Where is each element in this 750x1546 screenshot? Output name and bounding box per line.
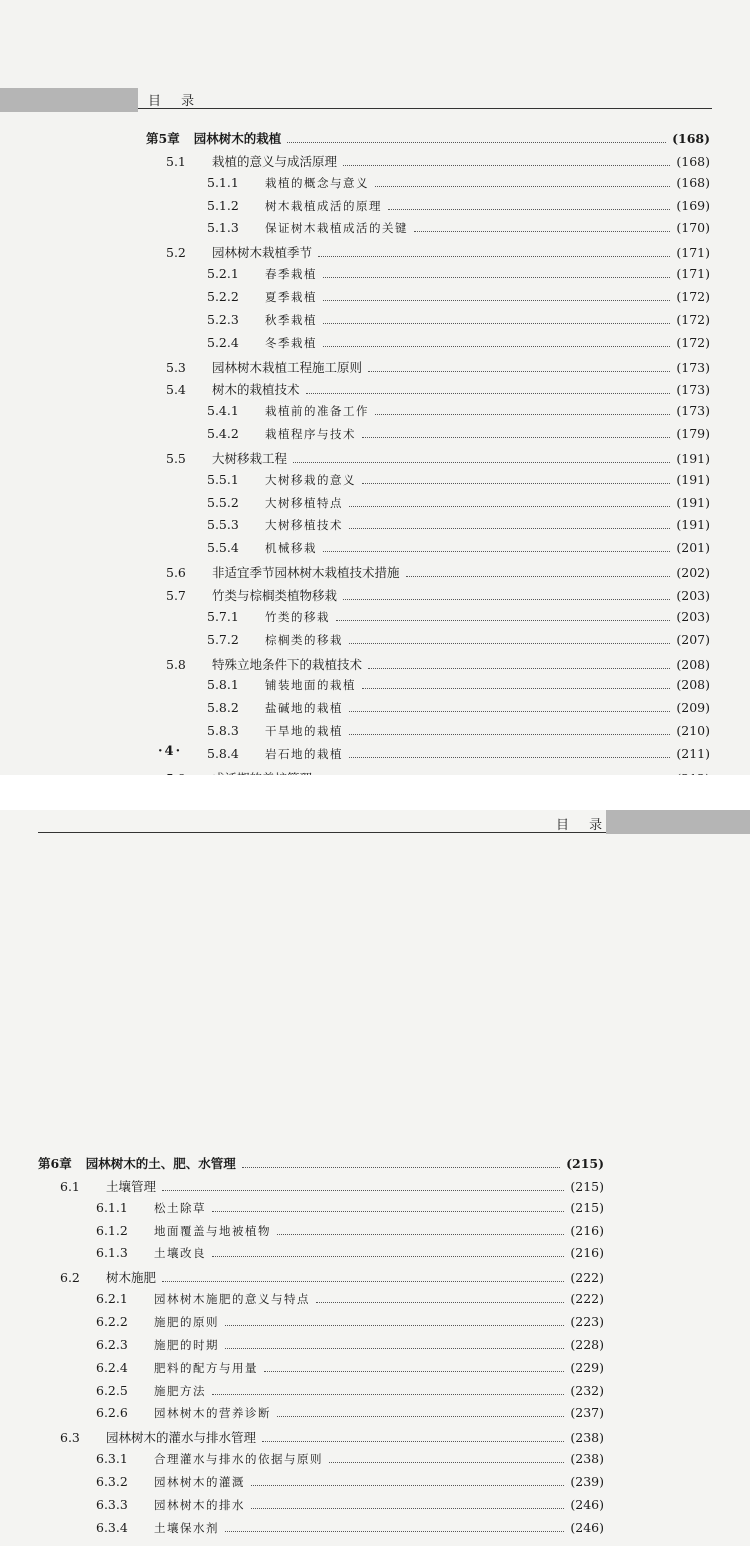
entry-title: 园林树木的排水 [154,1497,245,1512]
dot-leader [251,1485,564,1486]
subsection-entry [207,312,710,336]
subsection-entry [96,1291,604,1315]
entry-title: 春季栽植 [265,267,317,282]
dot-leader [406,576,671,577]
entry-title: 岩石地的栽植 [265,746,343,761]
entry-page: (171) [676,266,710,282]
entry-page: (208) [676,677,710,693]
entry-number: 6.1 [60,1178,80,1194]
entry-title: 树木的栽植技术 [212,382,300,398]
entry-number: 6.1.2 [96,1222,128,1238]
entry-title: 棕榈类的移栽 [265,632,343,647]
subsection-entry [207,472,710,496]
entry-number: 5.1.3 [207,220,239,236]
subsection-entry [96,1223,604,1247]
dot-leader [388,209,670,210]
entry-number: 5.8.2 [207,700,239,716]
entry-page: (246) [570,1496,604,1512]
entry-number: 5.2 [166,245,186,261]
entry-title: 施肥的原则 [154,1314,219,1329]
dot-leader [349,506,670,507]
entry-title: 特殊立地条件下的栽植技术 [212,656,363,672]
dot-leader [323,277,670,278]
entry-page: (228) [570,1336,604,1352]
subsection-entry [207,609,710,633]
dot-leader [262,1441,564,1442]
entry-number: 5.7.1 [207,608,239,624]
entry-title: 园林树木的营养诊断 [154,1406,271,1421]
dot-leader [287,142,666,143]
entry-page: (210) [676,723,710,739]
entry-page: (223) [570,1313,604,1329]
dot-leader [306,393,671,394]
section-entry [60,1177,604,1201]
subsection-entry [96,1200,604,1224]
entry-number: 5.2.1 [207,266,239,282]
entry-page: (239) [570,1473,604,1489]
entry-page: (173) [676,403,710,419]
entry-number: 5.8.4 [207,745,239,761]
section-entry [166,152,710,176]
dot-leader [212,1394,564,1395]
entry-number: 6.3.4 [96,1519,128,1535]
header-band [0,88,138,112]
entry-title: 铺装地面的栽植 [265,678,356,693]
entry-number: 5.5 [166,450,186,466]
entry-number: 6.2.3 [96,1336,128,1352]
subsection-entry [96,1405,604,1429]
dot-leader [349,734,670,735]
section-entry [166,563,710,587]
entry-number: 5.3 [166,359,186,375]
entry-title: 园林树木栽植工程施工原则 [212,359,363,375]
entry-number: 5.8 [166,656,186,672]
entry-title: 园林树木栽植季节 [212,245,313,261]
dot-leader [349,643,670,644]
subsection-entry [96,1451,604,1475]
entry-number: 6.2.5 [96,1382,128,1398]
entry-page: (232) [570,1382,604,1398]
entry-title: 施肥方法 [154,1383,206,1398]
entry-title: 肥料的配方与用量 [154,1360,258,1375]
entry-number: 5.2.4 [207,334,239,350]
dot-leader [349,711,670,712]
dot-leader [316,1302,564,1303]
entry-page: (208) [676,656,710,672]
entry-title: 合理灌水与排水的依据与原则 [154,1452,323,1467]
entry-page: (201) [676,540,710,556]
entry-number: 5.5.4 [207,540,239,556]
entry-number: 5.1.1 [207,174,239,190]
subsection-entry [207,495,710,519]
dot-leader [343,165,670,166]
dot-leader [414,231,670,232]
dot-leader [212,1211,564,1212]
subsection-entry [96,1245,604,1269]
entry-page: (216) [570,1222,604,1238]
entry-number: 5.1 [166,153,186,169]
dot-leader [323,323,670,324]
dot-leader [212,1256,564,1257]
dot-leader [225,1348,564,1349]
entry-title: 地面覆盖与地被植物 [154,1223,271,1238]
entry-number: 5.4.1 [207,403,239,419]
entry-title: 松土除草 [154,1200,206,1215]
entry-title: 园林树木施肥的意义与特点 [154,1292,310,1307]
entry-page: (222) [570,1270,604,1286]
page-gap [0,775,750,810]
header-band [606,810,750,834]
entry-page: (191) [676,450,710,466]
dot-leader [343,599,670,600]
page-number: ·4· [158,744,183,759]
subsection-entry [207,677,710,701]
entry-number: 6.3.1 [96,1451,128,1467]
section-entry [60,1268,604,1292]
entry-number: 5.4.2 [207,426,239,442]
entry-number: 5.8.1 [207,677,239,693]
section-entry [60,1428,604,1452]
entry-number: 5.1.2 [207,197,239,213]
entry-page: (203) [676,608,710,624]
subsection-entry [96,1337,604,1361]
entry-page: (168) [676,174,710,190]
section-entry [166,655,710,679]
dot-leader [349,757,670,758]
subsection-entry [207,289,710,313]
dot-leader [264,1371,564,1372]
entry-title: 栽植的意义与成活原理 [212,153,338,169]
entry-page: (173) [676,359,710,375]
dot-leader [362,688,670,689]
entry-page: (215) [566,1156,604,1171]
entry-number: 第6章 [38,1156,72,1171]
dot-leader [251,1508,564,1509]
entry-page: (246) [570,1519,604,1535]
entry-number: 6.2.1 [96,1291,128,1307]
chapter-entry [146,129,710,153]
dot-leader [375,414,670,415]
entry-number: 6.3 [60,1430,80,1446]
entry-number: 5.5.2 [207,494,239,510]
entry-page: (191) [676,517,710,533]
entry-number: 6.1.3 [96,1245,128,1261]
entry-title: 竹类与棕榈类植物移栽 [212,588,338,603]
entry-title: 大树移植特点 [265,495,343,510]
dot-leader [318,256,670,257]
entry-page: (172) [676,334,710,350]
subsection-entry [207,403,710,427]
entry-title: 土壤保水剂 [154,1520,219,1535]
entry-page: (168) [676,153,710,169]
dot-leader [329,1462,564,1463]
dot-leader [277,1234,564,1235]
entry-page: (203) [676,588,710,603]
entry-title: 非适宜季节园林树木栽植技术措施 [212,565,400,581]
section-entry [166,380,710,404]
entry-page: (237) [570,1405,604,1421]
subsection-entry [96,1383,604,1407]
entry-number: 5.8.3 [207,723,239,739]
entry-number: 5.7 [166,588,186,603]
toc-page-right [0,810,750,1546]
dot-leader [162,1281,564,1282]
subsection-entry [207,220,710,244]
entry-title: 栽植前的准备工作 [265,404,369,419]
entry-number: 第5章 [146,131,180,146]
subsection-entry [207,175,710,199]
entry-page: (238) [570,1451,604,1467]
dot-leader [277,1416,564,1417]
chapter-entry [38,1154,604,1178]
entry-number: 6.1.1 [96,1199,128,1215]
entry-title: 树木施肥 [106,1270,157,1286]
header-rule [38,832,606,833]
entry-title: 盐碱地的栽植 [265,701,343,716]
dot-leader [368,668,670,669]
subsection-entry [96,1360,604,1384]
entry-title: 大树移栽工程 [212,450,288,466]
dot-leader [375,186,670,187]
subsection-entry [207,426,710,450]
subsection-entry [207,198,710,222]
entry-number: 6.2.6 [96,1405,128,1421]
entry-page: (179) [676,426,710,442]
entry-number: 5.5.1 [207,471,239,487]
entry-title: 园林树木的灌溉 [154,1474,245,1489]
entry-number: 6.3.3 [96,1496,128,1512]
entry-number: 6.2.4 [96,1359,128,1375]
entry-title: 保证树木栽植成活的关键 [265,221,408,236]
subsection-entry [96,1474,604,1498]
entry-page: (229) [570,1359,604,1375]
section-entry [166,449,710,473]
entry-title: 栽植程序与技术 [265,427,356,442]
entry-page: (202) [676,565,710,581]
entry-page: (170) [676,220,710,236]
entry-title: 园林树木的灌水与排水管理 [106,1430,257,1446]
header-title: 目 录 [556,818,611,833]
dot-leader [362,437,670,438]
subsection-entry [96,1520,604,1544]
entry-title: 栽植的概念与意义 [265,175,369,190]
entry-page: (172) [676,288,710,304]
dot-leader [225,1531,564,1532]
entry-title: 园林树木的栽植 [193,131,282,146]
dot-leader [349,528,670,529]
entry-title: 树木栽植成活的原理 [265,198,382,213]
dot-leader [323,300,670,301]
dot-leader [323,346,670,347]
entry-title: 大树移栽的意义 [265,472,356,487]
entry-title: 施肥的时期 [154,1337,219,1352]
subsection-entry [96,1314,604,1338]
entry-page: (215) [570,1199,604,1215]
entry-page: (191) [676,471,710,487]
entry-page: (215) [570,1178,604,1194]
entry-title: 夏季栽植 [265,289,317,304]
entry-title: 大树移植技术 [265,518,343,533]
entry-number: 6.2.2 [96,1313,128,1329]
entry-page: (171) [676,245,710,261]
header-title: 目 录 [148,94,203,109]
entry-number: 5.5.3 [207,517,239,533]
entry-title: 冬季栽植 [265,335,317,350]
subsection-entry [207,746,710,770]
section-entry [166,243,710,267]
entry-number: 5.2.3 [207,311,239,327]
subsection-entry [207,700,710,724]
subsection-entry [207,266,710,290]
entry-page: (191) [676,494,710,510]
entry-page: (216) [570,1245,604,1261]
entry-page: (222) [570,1291,604,1307]
section-entry [166,586,710,610]
dot-leader [336,620,670,621]
header-rule [138,108,712,109]
entry-page: (207) [676,631,710,647]
entry-page: (168) [672,131,710,146]
dot-leader [242,1167,560,1168]
entry-title: 机械移栽 [265,541,317,556]
dot-leader [162,1190,564,1191]
entry-page: (211) [676,745,710,761]
entry-page: (169) [676,197,710,213]
dot-leader [368,371,670,372]
entry-number: 6.2 [60,1270,80,1286]
subsection-entry [207,723,710,747]
dot-leader [293,462,670,463]
entry-number: 6.3.2 [96,1473,128,1489]
subsection-entry [96,1497,604,1521]
entry-title: 竹类的移栽 [265,609,330,624]
entry-page: (238) [570,1430,604,1446]
dot-leader [362,483,670,484]
entry-title: 干旱地的栽植 [265,724,343,739]
entry-title: 土壤管理 [106,1178,157,1194]
dot-leader [323,551,670,552]
entry-title: 土壤改良 [154,1246,206,1261]
subsection-entry [207,335,710,359]
section-entry [166,358,710,382]
entry-title: 园林树木的土、肥、水管理 [85,1156,236,1171]
entry-number: 5.4 [166,382,186,398]
entry-title: 秋季栽植 [265,312,317,327]
subsection-entry [207,632,710,656]
entry-page: (172) [676,311,710,327]
entry-page: (173) [676,382,710,398]
entry-number: 5.6 [166,565,186,581]
dot-leader [225,1325,564,1326]
entry-number: 5.7.2 [207,631,239,647]
subsection-entry [207,517,710,541]
entry-page: (209) [676,700,710,716]
subsection-entry [207,540,710,564]
entry-number: 5.2.2 [207,288,239,304]
